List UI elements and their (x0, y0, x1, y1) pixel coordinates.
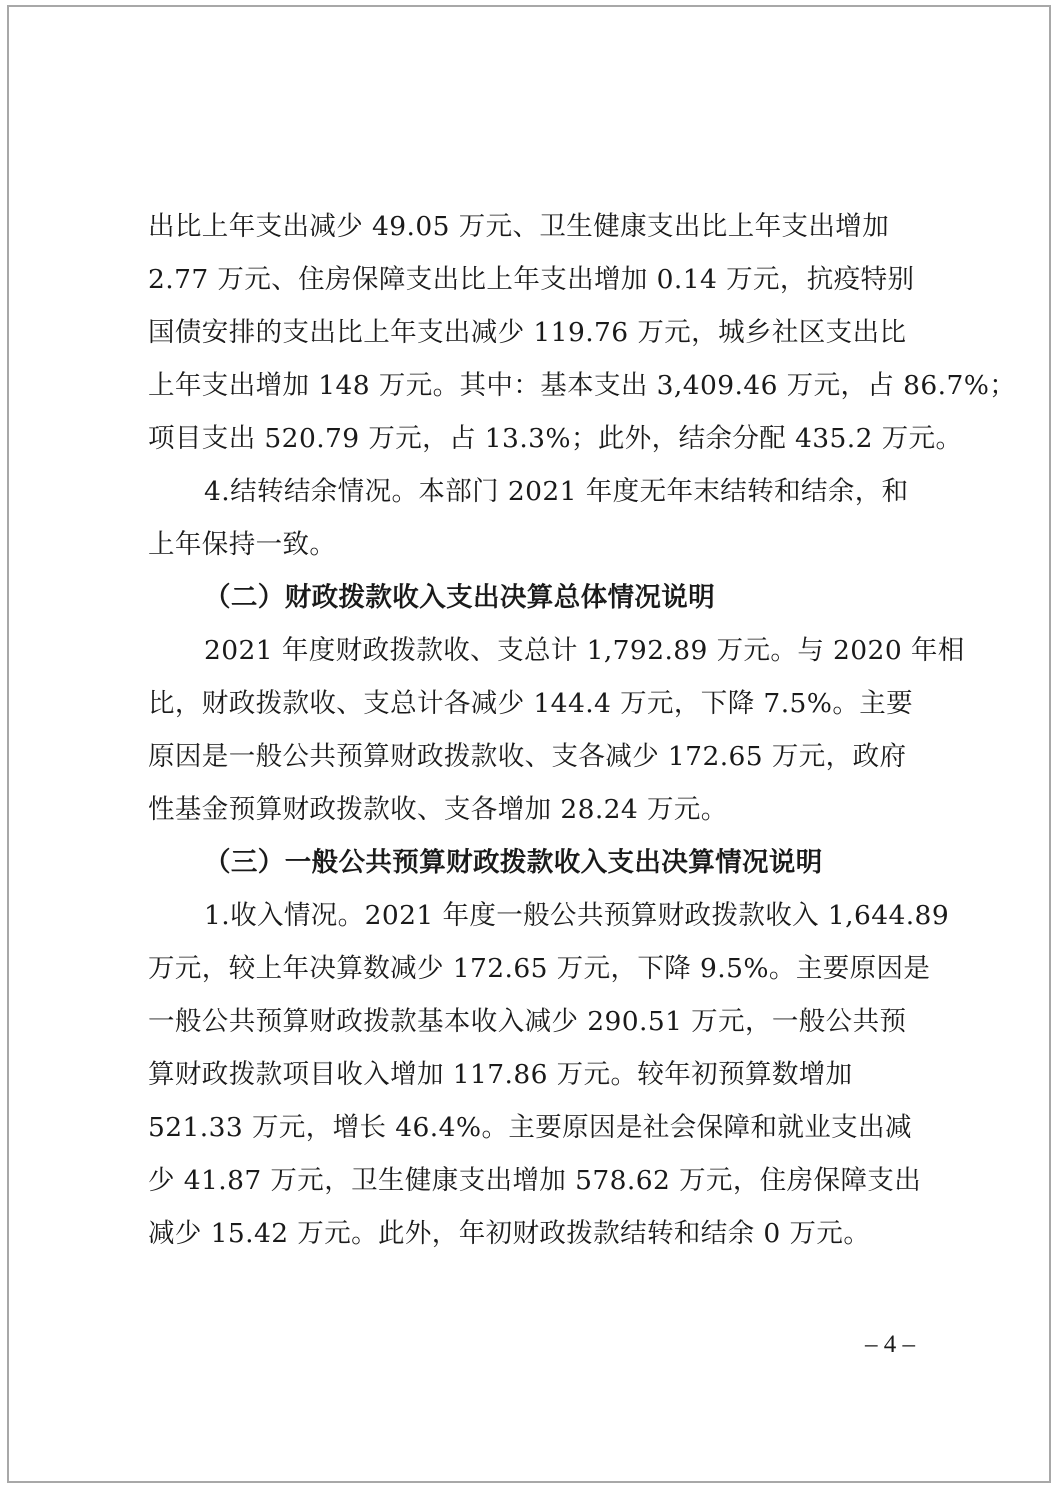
body-line: 少 41.87 万元，卫生健康支出增加 578.62 万元，住房保障支出 (148, 1165, 922, 1196)
body-line: 算财政拨款项目收入增加 117.86 万元。较年初预算数增加 (148, 1059, 853, 1090)
body-line: 521.33 万元，增长 46.4%。主要原因是社会保障和就业支出减 (148, 1112, 912, 1143)
body-line: 上年保持一致。 (148, 529, 337, 560)
section-heading: （二）财政拨款收入支出决算总体情况说明 (204, 582, 716, 613)
body-line: 项目支出 520.79 万元，占 13.3%；此外，结余分配 435.2 万元。 (148, 423, 963, 454)
paragraph-start-line: 2021 年度财政拨款收、支总计 1,792.89 万元。与 2020 年相 (204, 635, 965, 666)
section-heading: （三）一般公共预算财政拨款收入支出决算情况说明 (204, 847, 823, 878)
page-number: – 4 – (865, 1331, 915, 1358)
body-line: 性基金预算财政拨款收、支各增加 28.24 万元。 (148, 794, 728, 825)
body-line: 2.77 万元、住房保障支出比上年支出增加 0.14 万元，抗疫特别 (148, 264, 915, 295)
document-body (148, 200, 1017, 1260)
body-line: 国债安排的支出比上年支出减少 119.76 万元，城乡社区支出比 (148, 317, 907, 348)
body-line: 出比上年支出减少 49.05 万元、卫生健康支出比上年支出增加 (148, 211, 890, 242)
paragraph-start-line: 1.收入情况。2021 年度一般公共预算财政拨款收入 1,644.89 (204, 900, 950, 931)
body-line: 比，财政拨款收、支总计各减少 144.4 万元，下降 7.5%。主要 (148, 688, 914, 719)
paragraph-start-line: 4.结转结余情况。本部门 2021 年度无年末结转和结余，和 (204, 476, 909, 507)
body-line: 一般公共预算财政拨款基本收入减少 290.51 万元，一般公共预 (148, 1006, 907, 1037)
body-line: 减少 15.42 万元。此外，年初财政拨款结转和结余 0 万元。 (148, 1218, 871, 1249)
body-line: 原因是一般公共预算财政拨款收、支各减少 172.65 万元，政府 (148, 741, 907, 772)
body-line: 上年支出增加 148 万元。其中：基本支出 3,409.46 万元，占 86.7%； (148, 370, 1017, 401)
body-line: 万元，较上年决算数减少 172.65 万元，下降 9.5%。主要原因是 (148, 953, 931, 984)
